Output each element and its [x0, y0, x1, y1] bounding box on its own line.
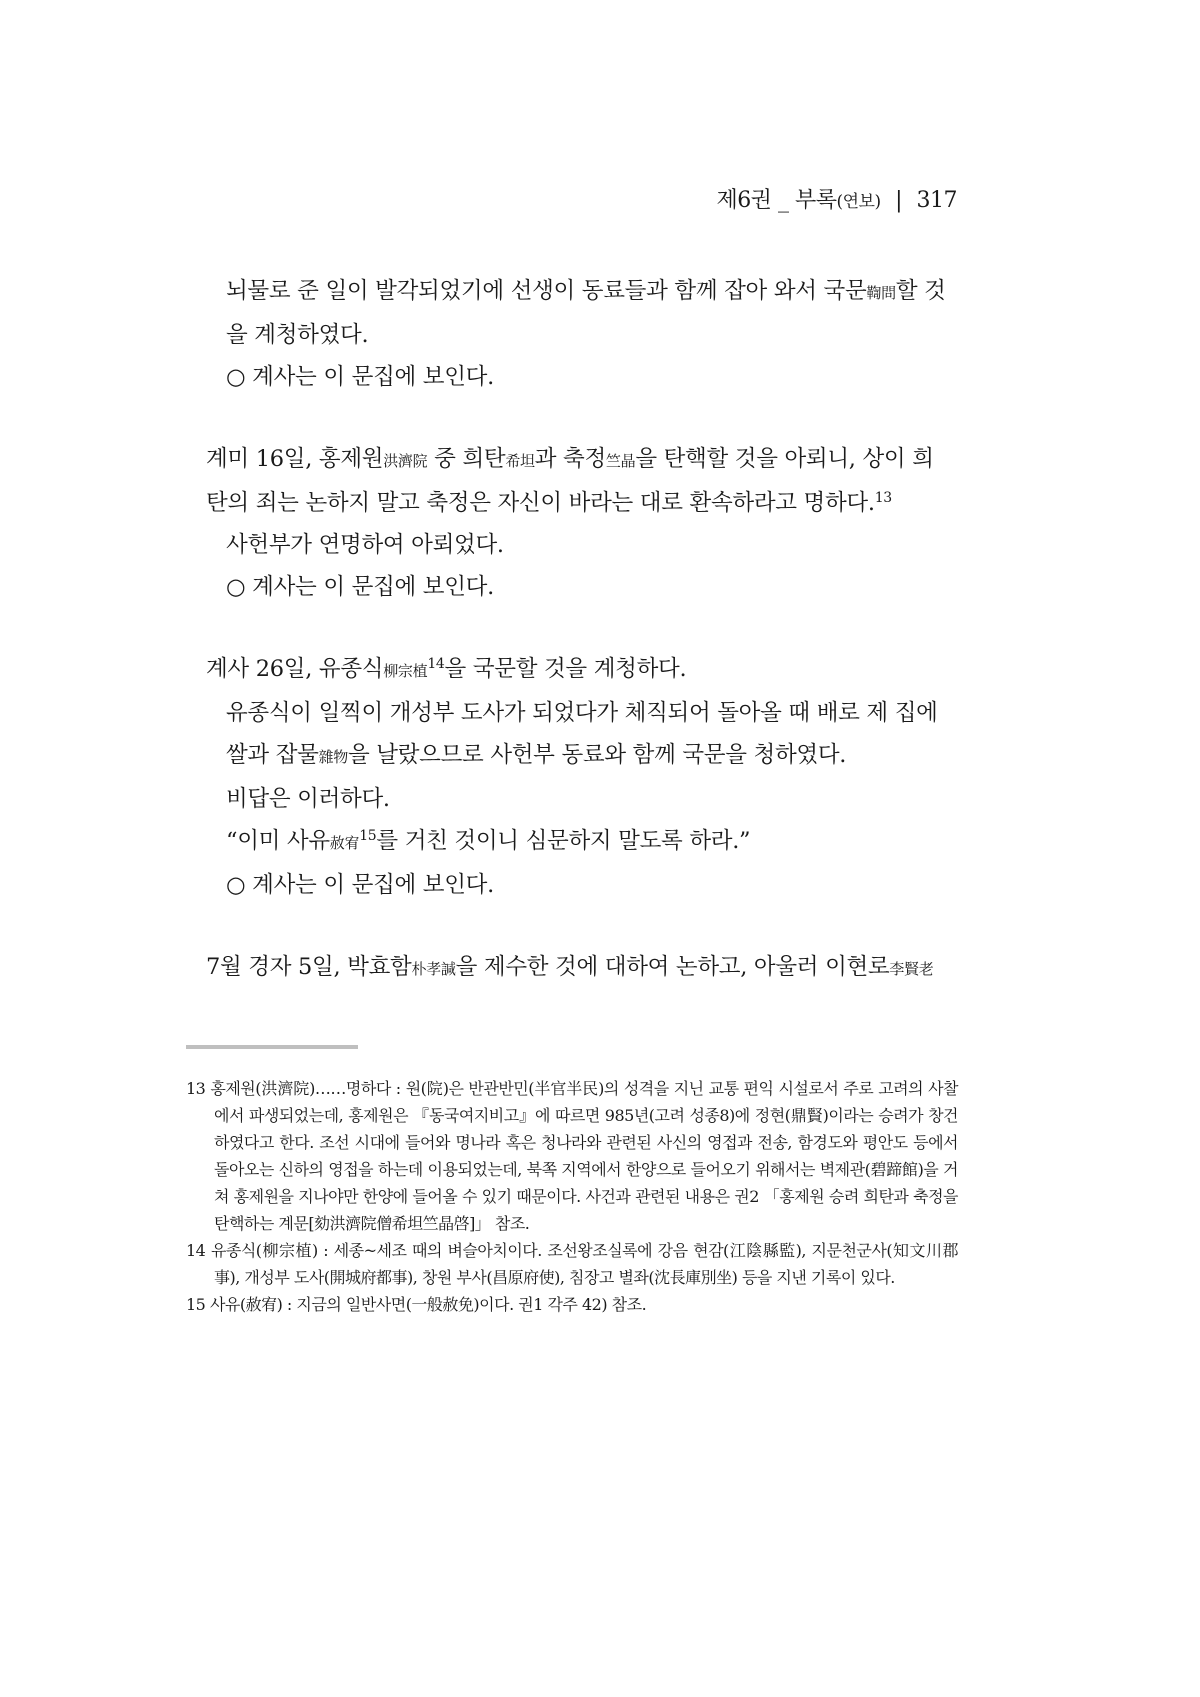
volume-label: 제6권: [716, 188, 772, 213]
header-dash: _: [777, 188, 789, 213]
footnote-text: 홍제원(洪濟院)……명하다 : 원(院)은 반관반민(半官半民)의 성격을 지닌 교통 편익 시설로서 주로 고려의 사찰에서 파생되었는데, 홍제원은 『동국여지비고』에 따르면 985년(고려 성종8)에 정현(鼎賢)이라는 승려가 창건하였다고 한다. 조선 시대에 들어와 명나라 혹은 청나라와 관련된 사신의 영접과 전송, 함경도와 평안도 등에서 돌아오는 신하의 영접을 하는데 이용되었는데, 북쪽 지역에서 한양으로 들어오기 위해서는 벽제관(碧蹄館)을 거쳐 홍제원을 지나야만 한양에 들어올 수 있기 때문이다. 사건과 관련된 내용은 권2 「홍제원 승려 희탄과 축정을 탄핵하는 계문[劾洪濟院僧希坦竺晶啓]」 참조.: [210, 1079, 958, 1233]
text-line: [206, 648, 958, 692]
text-line: [206, 356, 958, 398]
text-line: [206, 778, 958, 820]
footnote: [186, 1237, 958, 1291]
text-run: 를 거친 것이니 심문하지 말도록 하라.”: [376, 828, 751, 854]
text-run: 계미 16일, 홍제원: [206, 446, 384, 472]
hanja-gloss: 李賢老: [889, 960, 934, 978]
text-run: 을 제수한 것에 대하여 논하고, 아울러 이현로: [455, 954, 890, 980]
text-run: ○ 계사는 이 문집에 보인다.: [226, 364, 494, 390]
footnote-ref: 15: [359, 828, 377, 844]
text-line: [206, 314, 958, 356]
text-line: [206, 692, 958, 734]
text-line: [206, 734, 958, 778]
section-sub-label: (연보): [836, 192, 881, 212]
text-line: [206, 946, 958, 990]
hanja-gloss: 雜物: [318, 748, 348, 766]
text-run: 을 국문할 것을 계청하다.: [444, 656, 687, 682]
text-run: 을 계청하였다.: [226, 322, 369, 348]
footnote-number: 14: [186, 1241, 206, 1260]
text-run: 쌀과 잡물: [226, 742, 319, 768]
text-line: [206, 566, 958, 608]
text-run: ○ 계사는 이 문집에 보인다.: [226, 574, 494, 600]
text-run: 사헌부가 연명하여 아뢰었다.: [226, 532, 504, 558]
footnote-ref: 14: [427, 656, 445, 672]
section-label: 부록: [794, 188, 837, 213]
paragraph-gap: [206, 398, 958, 438]
hanja-gloss: 朴孝諴: [411, 960, 456, 978]
text-run: 탄의 죄는 논하지 말고 축정은 자신이 바라는 대로 환속하라고 명하다.: [206, 490, 875, 516]
main-text: [206, 270, 958, 990]
text-run: 뇌물로 준 일이 발각되었기에 선생이 동료들과 함께 잡아 와서 국문: [226, 278, 867, 304]
header-separator: |: [895, 188, 902, 213]
hanja-gloss: 竺晶: [605, 452, 636, 470]
footnote-number: 13: [186, 1079, 206, 1098]
text-run: 중 희탄: [427, 446, 506, 472]
page-number: 317: [916, 188, 957, 213]
paragraph-gap: [206, 906, 958, 946]
footnote-ref: 13: [874, 490, 892, 506]
text-run: 비답은 이러하다.: [226, 786, 390, 812]
text-line: [206, 820, 958, 864]
text-run: 유종식이 일찍이 개성부 도사가 되었다가 체직되어 돌아올 때 배로 제 집에: [226, 700, 938, 726]
footnote-text: 유종식(柳宗植) : 세종~세조 때의 벼슬아치이다. 조선왕조실록에 강음 현감(江陰縣監), 지문천군사(知文川郡事), 개성부 도사(開城府都事), 창원 부사(昌原府使), 침장고 별좌(沈長庫別坐) 등을 지낸 기록이 있다.: [210, 1241, 958, 1287]
text-line: [206, 438, 958, 482]
hanja-gloss: 赦宥: [329, 834, 360, 852]
footnotes: [186, 1075, 958, 1318]
footnote-divider: [186, 1045, 358, 1049]
footnote: [186, 1291, 958, 1318]
text-run: 을 탄핵할 것을 아뢰니, 상이 희: [635, 446, 934, 472]
running-header: [716, 183, 957, 214]
text-line: [206, 864, 958, 906]
text-line: [206, 270, 958, 314]
paragraph-gap: [206, 608, 958, 648]
hanja-gloss: 柳宗植: [383, 662, 428, 680]
hanja-gloss: 洪濟院: [383, 452, 428, 470]
footnote-number: 15: [186, 1295, 206, 1314]
footnote-text: 사유(赦宥) : 지금의 일반사면(一般赦免)이다. 권1 각주 42) 참조.: [209, 1295, 647, 1314]
text-run: 7월 경자 5일, 박효함: [206, 954, 412, 980]
text-run: “이미 사유: [226, 828, 330, 854]
text-run: ○ 계사는 이 문집에 보인다.: [226, 872, 494, 898]
hanja-gloss: 希坦: [505, 452, 535, 470]
text-run: 계사 26일, 유종식: [206, 656, 384, 682]
text-run: 과 축정: [534, 446, 606, 472]
text-line: [206, 482, 958, 524]
text-line: [206, 524, 958, 566]
hanja-gloss: 鞫問: [866, 284, 896, 302]
footnote: [186, 1075, 958, 1237]
text-run: 을 날랐으므로 사헌부 동료와 함께 국문을 청하였다.: [348, 742, 847, 768]
text-run: 할 것: [895, 278, 946, 304]
